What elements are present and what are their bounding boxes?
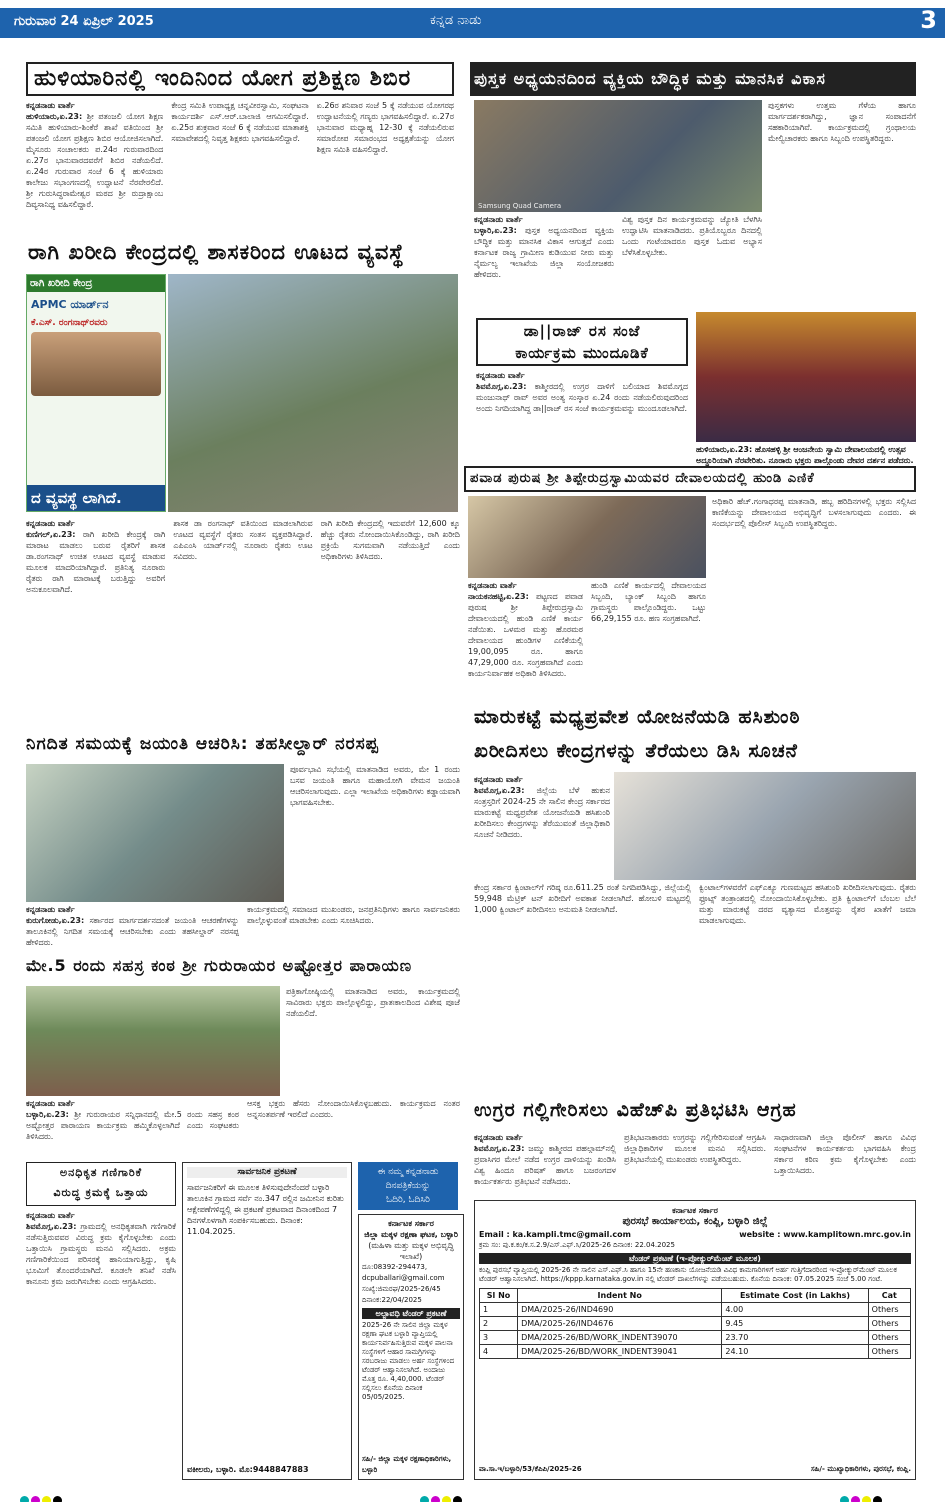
story10-headline-box <box>474 1094 916 1128</box>
ad-footer: ವಕೀಲರು, ಬಳ್ಳಾರಿ. ಮೊ:9448847883 <box>187 1465 309 1474</box>
table-cell: 1 <box>480 1303 518 1317</box>
paragraph: ರಾಗಿ ಖರೀದಿ ಕೇಂದ್ರದಲ್ಲಿ ಇದುವರೆಗೆ 12,600 ಕ್ಕೂ ಹೆಚ್ಚು ರೈತರು ನೋಂದಾಯಿಸಿಕೊಂಡಿದ್ದು, ರಾಗಿ ಖರೀದಿ ಪ್ರಕ್ರಿಯೆ ಸುಗಮವಾಗಿ ನಡೆಯುತ್ತಿದೆ ಎಂದು ಅಧಿಕಾರಿಗಳು ತಿಳಿಸಿದರು. <box>320 519 460 561</box>
table-row <box>480 1331 911 1345</box>
paragraph: ಸಾಧಾರಣವಾಗಿ ಜಿಲ್ಲಾ ಪೊಲೀಸ್ ಹಾಗೂ ವಿವಿಧ ಸಂಘಟನೆಗಳ ಕಾರ್ಯಕರ್ತರು ಭಾಗವಹಿಸಿ ಕೇಂದ್ರ ಸರ್ಕಾರ ಕಠಿಣ ಕ್ರಮ ಕೈಗೊಳ್ಳಬೇಕು ಎಂದು ಒತ್ತಾಯಿಸಿದರು. <box>774 1133 916 1175</box>
table-cell: 9.45 <box>722 1317 868 1331</box>
story4-headline-line2: ಕಾರ್ಯಕ್ರಮ ಮುಂದೂಡಿಕೆ <box>515 344 649 362</box>
banner-portrait <box>31 332 161 396</box>
table-cell: 4 <box>480 1345 518 1359</box>
ad-email: Email : ka.kampli.tmc@gmail.com <box>479 1230 631 1239</box>
promo-line2: ದಿನಪತ್ರಿಕೆಯನ್ನು <box>385 1181 431 1191</box>
story6-headline-box <box>464 466 916 492</box>
story11-headline-line1: ಅನಧಿಕೃತ ಗಣಿಗಾರಿಕೆ <box>59 1166 143 1179</box>
table-cell: Others <box>868 1303 910 1317</box>
story7-headline-box <box>474 700 916 770</box>
dcpu-tender-ad <box>358 1214 464 1480</box>
story8-headline: ನಿಗದಿತ ಸಮಯಕ್ಕೆ ಜಯಂತಿ ಆಚರಿಸಿ: ತಹಸೀಲ್ದಾರ್ ನರಸಪ್ಪ <box>26 734 379 754</box>
cyan-dot <box>420 1496 429 1502</box>
paragraph: ಏ.24ರ ಗುರುವಾರ ಸಂಜೆ 6 ಕ್ಕೆ ಹುಳಿಯಾರು ಕಾಲೇಜು ಸಭಾಂಗಣದಲ್ಲಿ ಉದ್ಘಾಟನೆ ನೆರವೇರಲಿದೆ. ಶ್ರೀ ಗುರುಸಿದ್ಧರಾಮೇಶ್ವರ ಮಠದ ಶ್ರೀ ರುದ್ರಾಕ್ಷಾಂಬ ದಿವ್ಯಸಾನಿಧ್ಯ ವಹಿಸಲಿದ್ದಾರೆ. <box>26 167 164 209</box>
ad-dept: ಜಿಲ್ಲಾ ಮಕ್ಕಳ ರಕ್ಷಣಾ ಘಟಕ, ಬಳ್ಳಾರಿ <box>364 1230 458 1239</box>
dateline: ನಾಯಕನಹಟ್ಟಿ,ಏ.23: <box>468 592 529 601</box>
ad-title: ಸಾರ್ವಜನಿಕ ಪ್ರಕಟಣೆ <box>187 1167 347 1178</box>
registration-marks-left <box>20 1490 100 1502</box>
registration-marks-right <box>840 1490 920 1502</box>
banner-name: ಕೆ.ಎಸ್. ರಂಗನಾಥ್‌ರವರು <box>31 318 108 328</box>
story8-headline-box <box>26 730 460 760</box>
cyan-dot <box>840 1496 849 1502</box>
yellow-dot <box>862 1496 871 1502</box>
story9-photo <box>26 986 280 1096</box>
dateline: ಕುಣಿಗಲ್,ಏ.23: <box>26 530 76 539</box>
byline: ಕನ್ನಡನಾಡು ವಾರ್ತೆ <box>476 371 525 380</box>
paragraph: ಪುಸ್ತಕ ಅಧ್ಯಯನದಿಂದ ವ್ಯಕ್ತಿಯ ಬೌದ್ಧಿಕ ಮತ್ತು ಮಾನಸಿಕ ವಿಕಾಸ ಆಗುತ್ತದೆ ಎಂದು ಕರ್ನಾಟಕ ರಾಜ್ಯ ಗ್ರಾಮೀಣ ಕುಡಿಯುವ ನೀರು ಮತ್ತು ನೈರ್ಮಲ್ಯ ಇಲಾಖೆಯ ಜಿಲ್ಲಾ ಸಂಯೋಜಕರು ಹೇಳಿದರು. <box>474 226 614 279</box>
table-cell: 3 <box>480 1331 518 1345</box>
paragraph: ಹುಂಡಿ ಎಣಿಕೆ ಕಾರ್ಯದಲ್ಲಿ ದೇವಾಲಯದ ಸಿಬ್ಬಂದಿ, ಬ್ಯಾಂಕ್ ಸಿಬ್ಬಂದಿ ಹಾಗೂ ಗ್ರಾಮಸ್ಥರು ಪಾಲ್ಗೊಂಡಿದ್ದರು. ಒಟ್ಟು 66,29,155 ರೂ. ಹಣ ಸಂಗ್ರಹವಾಗಿದೆ. <box>591 581 706 623</box>
paragraph: ಆಸಕ್ತ ಭಕ್ತರು ಹೆಸರು ನೋಂದಾಯಿಸಿಕೊಳ್ಳಬಹುದು. ಕಾರ್ಯಕ್ರಮದ ನಂತರ ಅನ್ನಸಂತರ್ಪಣೆ ಇರಲಿದೆ ಎಂದರು. <box>247 1099 460 1119</box>
ad-title: ಅಲ್ಪಾವಧಿ ಟೆಂಡರ್ ಪ್ರಕಟಣೆ <box>362 1308 460 1319</box>
dateline: ಬಳ್ಳಾರಿ,ಏ.23: <box>474 226 517 235</box>
table-row <box>480 1317 911 1331</box>
cyan-dot <box>20 1496 29 1502</box>
indent-table <box>479 1288 911 1359</box>
paragraph: ಪೂರ್ವಭಾವಿ ಸಭೆಯಲ್ಲಿ ಮಾತನಾಡಿದ ಅವರು, ಮೇ 1 ರಂದು ಬಸವ ಜಯಂತಿ ಹಾಗೂ ಮಹಾಯೋಗಿ ವೇಮನ ಜಯಂತಿ ಆಚರಿಸಲಾಗುವುದು. ಎಲ್ಲಾ ಇಲಾಖೆಯ ಅಧಿಕಾರಿಗಳು ಕಡ್ಡಾಯವಾಗಿ ಭಾಗವಹಿಸಬೇಕು. <box>290 765 460 807</box>
paragraph: ಪತ್ರಿಕಾಗೋಷ್ಠಿಯಲ್ಲಿ ಮಾತನಾಡಿದ ಅವರು, ಕಾರ್ಯಕ್ರಮದಲ್ಲಿ ಸಾವಿರಾರು ಭಕ್ತರು ಪಾಲ್ಗೊಳ್ಳಲಿದ್ದು, ಪ್ರಾತಃಕಾಲದಿಂದ ವಿಶೇಷ ಪೂಜೆ ನಡೆಯಲಿದೆ. <box>286 987 460 1018</box>
byline: ಕನ್ನಡನಾಡು ವಾರ್ತೆ <box>26 905 75 914</box>
paragraph: ಏ.26ರ ಶನಿವಾರ ಸಂಜೆ 5 ಕ್ಕೆ ನಡೆಯುವ ಯೋಗರಥ ಉದ್ಘಾಟನೆಯಲ್ಲಿ ಗಣ್ಯರು ಭಾಗವಹಿಸಲಿದ್ದಾರೆ. ಏ.27ರ ಭಾನುವಾರ ಮಧ್ಯಾಹ್ನ 12-30 ಕ್ಕೆ ನಡೆಯಲಿರುವ ಸಮಾರೋಪ ಸಮಾರಂಭದ ಅಧ್ಯಕ್ಷತೆಯನ್ನು ಯೋಗ ಶಿಕ್ಷಣ ಸಮಿತಿ ವಹಿಸಲಿದ್ದಾರೆ. <box>316 101 454 154</box>
table-row <box>480 1345 911 1359</box>
dateline: ಶಿವಮೊಗ್ಗ,ಏ.23: <box>474 1144 525 1153</box>
ad-footer-left: ವಾ.ಸಾ.ಇ/ಬಳ್ಳಾರಿ/53/ಕೆಪಿಪಿ/2025-26 <box>479 1465 582 1473</box>
table-cell: Others <box>868 1345 910 1359</box>
table-cell: DMA/2025-26/BD/WORK_INDENT39070 <box>518 1331 722 1345</box>
paragraph: ಶಾಸಕ ಡಾ ರಂಗನಾಥ್ ವತಿಯಿಂದ ಮಾಡಲಾಗಿರುವ ಊಟದ ವ್ಯವಸ್ಥೆಗೆ ರೈತರು ಸಂತಸ ವ್ಯಕ್ತಪಡಿಸಿದ್ದಾರೆ. ಎಪಿಎಂಸಿ ಯಾರ್ಡ್‌ನಲ್ಲಿ ನೂರಾರು ರೈತರು ಊಟ ಸವಿದರು. <box>173 519 313 561</box>
magenta-dot <box>431 1496 440 1502</box>
story7-photo <box>614 772 916 880</box>
story8-photo <box>26 764 284 902</box>
ad-footer: ಸಹಿ/- ಜಿಲ್ಲಾ ಮಕ್ಕಳ ರಕ್ಷಣಾಧಿಕಾರಿಗಳು, ಬಳ್ಳಾರಿ <box>362 1455 452 1474</box>
table-cell: Others <box>868 1317 910 1331</box>
story3-headline-box <box>26 236 460 270</box>
ad-title: ಟೆಂಡರ್ ಪ್ರಕಟಣೆ (ಇ-ಪ್ರೋಕ್ಯುರ್‌ಮೆಂಟ್ ಮೂಲಕ) <box>479 1253 911 1264</box>
story6-body-left <box>468 580 706 694</box>
paragraph: ಪ್ರತಿಭಟನಾಕಾರರು ಉಗ್ರರನ್ನು ಗಲ್ಲಿಗೇರಿಸುವಂತೆ ಆಗ್ರಹಿಸಿ ಜಿಲ್ಲಾಧಿಕಾರಿಗಳ ಮೂಲಕ ಮನವಿ ಸಲ್ಲಿಸಿದರು. ಪ್ರತಿಭಟನೆಯಲ್ಲಿ ಮುಖಂಡರು ಉಪಸ್ಥಿತರಿದ್ದರು. <box>624 1133 766 1164</box>
story2-body-left <box>474 214 762 314</box>
story10-headline: ಉಗ್ರರ ಗಲ್ಲಿಗೇರಿಸಲು ವಿಹೆಚ್‌ಪಿ ಪ್ರತಿಭಟಿಸಿ ಆಗ್ರಹ <box>474 1099 797 1121</box>
paragraph: ವಿಶ್ವ ಪುಸ್ತಕ ದಿನ ಕಾರ್ಯಕ್ರಮವನ್ನು ಜ್ಯೋತಿ ಬೆಳಗಿಸಿ ಉದ್ಘಾಟಿಸಿ ಮಾತನಾಡಿದರು. ಪ್ರತಿಯೊಬ್ಬರೂ ದಿನದಲ್ಲಿ ಒಂದು ಗಂಟೆಯಾದರೂ ಪುಸ್ತಕ ಓದುವ ಅಭ್ಯಾಸ ಬೆಳೆಸಿಕೊಳ್ಳಬೇಕು. <box>622 215 762 257</box>
story2-headline: ಪುಸ್ತಕ ಅಧ್ಯಯನದಿಂದ ವ್ಯಕ್ತಿಯ ಬೌದ್ಧಿಕ ಮತ್ತು ಮಾನಸಿಕ ವಿಕಾಸ <box>474 69 826 88</box>
promo-line3: ಓದಿರಿ, ಓದಿಸಿರಿ <box>386 1195 430 1205</box>
paragraph: ಗ್ರಾಮದಲ್ಲಿ ಅನಧಿಕೃತವಾಗಿ ಗಣಿಗಾರಿಕೆ ನಡೆಸುತ್ತಿರುವವರ ವಿರುದ್ಧ ಕ್ರಮ ಕೈಗೊಳ್ಳಬೇಕು ಎಂದು ಒತ್ತಾಯಿಸಿ ಗ್ರಾಮಸ್ಥರು ಮನವಿ ಸಲ್ಲಿಸಿದರು. ಅಕ್ರಮ ಗಣಿಗಾರಿಕೆಯಿಂದ ಪರಿಸರಕ್ಕೆ ಹಾನಿಯಾಗುತ್ತಿದ್ದು, ಕೃಷಿ ಭೂಮಿಗೆ ತೊಂದರೆಯಾಗಿದೆ. ಕೂಡಲೇ ತನಿಖೆ ನಡೆಸಿ ಕಾನೂನು ಕ್ರಮ ಜರುಗಿಸಬೇಕು ಎಂದು ಆಗ್ರಹಿಸಿದರು. <box>26 1222 176 1286</box>
paragraph: ಜಿಲ್ಲೆಯ ಬೆಳೆ ಹುಕುನ ಸಂತ್ರಸ್ತರಿಗೆ 2024-25 ನೇ ಸಾಲಿನ ಕೇಂದ್ರ ಸರ್ಕಾರದ ಮಾರುಕಟ್ಟೆ ಮಧ್ಯಪ್ರವೇಶ ಯೋಜನೆಯಡಿ ಹಸಿಶುಂಠಿ ಖರೀದಿಸಲು ಕೇಂದ್ರಗಳನ್ನು ತೆರೆಯುವಂತೆ ಜಿಲ್ಲಾಧಿಕಾರಿ ಸೂಚನೆ ನೀಡಿದರು. <box>474 786 610 839</box>
story11-headline-box <box>26 1162 176 1206</box>
story7-body <box>474 882 916 1078</box>
byline: ಕನ್ನಡನಾಡು ವಾರ್ತೆ <box>474 775 523 784</box>
byline: ಕನ್ನಡನಾಡು ವಾರ್ತೆ <box>26 1211 75 1220</box>
dateline: ಕುರುಗೋಡು,ಏ.23: <box>26 916 85 925</box>
table-cell: 24.10 <box>722 1345 868 1359</box>
story3-headline: ರಾಗಿ ಖರೀದಿ ಕೇಂದ್ರದಲ್ಲಿ ಶಾಸಕರಿಂದ ಊಟದ ವ್ಯವಸ್ಥೆ <box>28 240 405 264</box>
story6-photo <box>468 496 706 578</box>
paragraph: ಕೇಂದ್ರ ಸರ್ಕಾರ ಕ್ವಿಂಟಾಲ್‌ಗೆ ಗರಿಷ್ಠ ರೂ.611.25 ರಂತೆ ನಿಗದಿಪಡಿಸಿದ್ದು, ಜಿಲ್ಲೆಯಲ್ಲಿ 59,948 ಮೆಟ್ರಿಕ್ ಟನ್ ಖರೀದಿಗೆ ಅವಕಾಶ ನೀಡಲಾಗಿದೆ. ಹೋಬಳಿ ಮಟ್ಟದಲ್ಲಿ 1,000 ಕ್ವಿಂಟಾಲ್ ಖರೀದಿಸಲು ಅನುಮತಿ ನೀಡಲಾಗಿದೆ. <box>474 883 691 914</box>
promo-box <box>358 1162 458 1210</box>
table-cell: Others <box>868 1331 910 1345</box>
story4-headline-line1: ಡಾ||ರಾಜ್ ರಸ ಸಂಜೆ <box>523 322 641 340</box>
story1-body <box>26 100 454 228</box>
story9-headline-box <box>26 952 460 982</box>
story1-headline: ಹುಳಿಯಾರಿನಲ್ಲಿ ಇಂದಿನಿಂದ ಯೋಗ ಪ್ರಶಿಕ್ಷಣ ಶಿಬಿರ <box>34 66 412 91</box>
byline: ಕನ್ನಡನಾಡು ವಾರ್ತೆ <box>26 101 75 110</box>
paragraph: ಶ್ರೀ ಪತಂಜಲಿ ಯೋಗ ಶಿಕ್ಷಣ ಸಮಿತಿ ಹುಳಿಯಾರು-ಶಿಂಕೆರೆ ಶಾಖೆ ವತಿಯಿಂದ ಶ್ರೀ ಪತಂಜಲಿ ಯೋಗ ಪ್ರಶಿಕ್ಷಣ ಶಿಬಿರ ಆಯೋಜಿಸಲಾಗಿದೆ. ಮೈಸೂರು ಸಂಚಾಲಕರು ಪ.24ರ ಗುರುವಾರದಿಂದ ಏ.27ರ ಭಾನುವಾರದವರೆಗೆ ಶಿಬಿರ ನಡೆಯಲಿದೆ. <box>26 112 164 165</box>
byline: ಕನ್ನಡನಾಡು ವಾರ್ತೆ <box>26 1099 75 1108</box>
story11-body <box>26 1210 176 1480</box>
registration-marks-center <box>420 1490 500 1502</box>
byline: ಕನ್ನಡನಾಡು ವಾರ್ತೆ <box>474 1133 523 1142</box>
black-dot <box>53 1496 62 1502</box>
ad-contact: ದೂ:08392-294473, dcpuballari@gmail.com <box>362 1263 445 1282</box>
story7-body-intro <box>474 774 610 874</box>
magenta-dot <box>851 1496 860 1502</box>
table-cell: DMA/2025-26/IND4690 <box>518 1303 722 1317</box>
story5-photo <box>696 312 916 442</box>
paragraph: ಪಟ್ಟಣದ ಪವಾಡ ಪುರುಷ ಶ್ರೀ ತಿಪ್ಪೇರುದ್ರಸ್ವಾಮಿ ದೇವಾಲಯದಲ್ಲಿ ಹುಂಡಿ ಎಣಿಕೆ ಕಾರ್ಯ ನಡೆಯಿತು. ಒಳಮಠ ಮತ್ತು ಹೊರಮಠ ದೇವಾಲಯದ ಹುಂಡಿಗಳ ಎಣಿಕೆಯಲ್ಲಿ 19,00,095 ರೂ. ಹಾಗೂ 47,29,000 ರೂ. ಸಂಗ್ರಹವಾಗಿದೆ ಎಂದು ಕಾರ್ಯನಿರ್ವಾಹಕ ಅಧಿಕಾರಿ ತಿಳಿಸಿದರು. <box>468 592 583 678</box>
story4-headline-box <box>476 318 688 366</box>
magenta-dot <box>31 1496 40 1502</box>
paragraph: ಕ್ವಿಂಟಾಲ್‌ಗಳವರೆಗೆ ಎಫ್‌ಎಕ್ಯೂ ಗುಣಮಟ್ಟದ ಹಸಿಶುಂಠಿ ಖರೀದಿಸಲಾಗುವುದು. ರೈತರು ಫ್ರೂಟ್ಸ್ ತಂತ್ರಾಂಶದಲ್ಲಿ ನೋಂದಾಯಿಸಿಕೊಳ್ಳಬೇಕು. ಪ್ರತಿ ಕ್ವಿಂಟಾಲ್‌ಗೆ ಬೆಂಬಲ ಬೆಲೆ ಮತ್ತು ಮಾರುಕಟ್ಟೆ ದರದ ವ್ಯತ್ಯಾಸದ ಮೊತ್ತವನ್ನು ರೈತರ ಖಾತೆಗೆ ಜಮಾ ಮಾಡಲಾಗುವುದು. <box>699 883 916 925</box>
ad-website: website : www.kamplitown.mrc.gov.in <box>739 1230 911 1239</box>
black-dot <box>453 1496 462 1502</box>
ad-ref: ಕ್ರಮ ಸಂ: ಪು.ಕ.ಕಂ/ಕ.ಸ.2.9/ಎಸ್.ಎಫ್.ಸಿ/2025-26 ದಿನಾಂಕ: 22.04.2025 <box>479 1241 675 1249</box>
ad-sub: (ಮಹಿಳಾ ಮತ್ತು ಮಕ್ಕಳ ಅಭಿವೃದ್ಧಿ ಇಲಾಖೆ) <box>368 1241 454 1261</box>
ad-ref: ಸಂಖ್ಯೆ:ಜಿಮರಘ/2025-26/45 ದಿನಾಂಕ:22/04/2025 <box>362 1285 441 1304</box>
black-dot <box>873 1496 882 1502</box>
banner-mid: APMC ಯಾರ್ಡ್‌ನ <box>31 298 109 311</box>
story5-caption: ಹುಳಿಯಾರು,ಏ.23: ಹೊಸಹಳ್ಳಿ ಶ್ರೀ ಆಂಜನೇಯ ಸ್ವಾಮಿ ದೇವಾಲಯದಲ್ಲಿ ಉತ್ಸವ ಅದ್ದೂರಿಯಾಗಿ ನೆರವೇರಿತು. ನೂರಾರು ಭಕ್ತರು ಪಾಲ್ಗೊಂಡು ದೇವರ ದರ್ಶನ ಪಡೆದರು. <box>696 445 914 465</box>
masthead: ಕನ್ನಡ ನಾಡು <box>430 13 482 28</box>
yellow-dot <box>42 1496 51 1502</box>
story7-headline-line1: ಮಾರುಕಟ್ಟೆ ಮಧ್ಯಪ್ರವೇಶ ಯೋಜನೆಯಡಿ ಹಸಿಶುಂಠಿ <box>474 706 801 728</box>
story8-body <box>26 904 460 950</box>
page-header-bar <box>0 8 945 38</box>
paragraph: ಶ್ರೀ ಗುರುರಾಯರ ಸನ್ನಿಧಾನದಲ್ಲಿ ಮೇ.5 ರಂದು ಸಹಸ್ರ ಕಂಠ ಅಷ್ಟೋತ್ತರ ಪಾರಾಯಣ ಕಾರ್ಯಕ್ರಮ ಹಮ್ಮಿಕೊಳ್ಳಲಾಗಿದೆ ಎಂದು ಸಂಘಟಕರು ತಿಳಿಸಿದರು. <box>26 1110 239 1141</box>
table-header-cell: Cat <box>868 1289 910 1303</box>
story6-headline: ಪವಾಡ ಪುರುಷ ಶ್ರೀ ತಿಪ್ಪೇರುದ್ರಸ್ವಾಮಿಯವರ ದೇವಾಲಯದಲ್ಲಿ ಹುಂಡಿ ಎಣಿಕೆ <box>470 471 815 486</box>
paragraph: ರಾಗಿ ಖರೀದಿ ಕೇಂದ್ರಕ್ಕೆ ರಾಗಿ ಮಾರಾಟ ಮಾಡಲು ಬರುವ ರೈತರಿಗೆ ಶಾಸಕ ಡಾ.ರಂಗನಾಥ್ ಉಚಿತ ಊಟದ ವ್ಯವಸ್ಥೆ ಮಾಡುವ ಮೂಲಕ ಮಾದರಿಯಾಗಿದ್ದಾರೆ. ಪ್ರತಿನಿತ್ಯ ನೂರಾರು ರೈತರು ರಾಗಿ ಮಾರಾಟಕ್ಕೆ ಬರುತ್ತಿದ್ದು ಅವರಿಗೆ ಅನುಕೂಲವಾಗಿದೆ. <box>26 530 166 594</box>
issue-date: ಗುರುವಾರ 24 ಏಪ್ರಿಲ್ 2025 <box>14 14 154 29</box>
story6-body-right <box>712 496 916 694</box>
kampli-tender-ad <box>474 1200 916 1480</box>
ad-footer-right: ಸಹಿ/- ಮುಖ್ಯಾಧಿಕಾರಿಗಳು, ಪುರಸಭೆ, ಕಂಪ್ಲಿ. <box>810 1465 911 1473</box>
story2-headline-box <box>470 62 916 96</box>
dateline: ಶಿವಮೊಗ್ಗ,ಏ.23: <box>476 382 527 391</box>
paragraph: ಕಾಶ್ಮೀರದಲ್ಲಿ ಉಗ್ರರ ದಾಳಿಗೆ ಬಲಿಯಾದ ಶಿವಮೊಗ್ಗದ ಮಂಜುನಾಥ್ ರಾವ್ ಅವರ ಅಂತ್ಯ ಸಂಸ್ಕಾರ ಏ.24 ರಂದು ನಡೆಯಲಿರುವುದರಿಂದ ಅಂದು ನಿಗದಿಯಾಗಿದ್ದ ಡಾ||ರಾಜ್ ರಸ ಸಂಜೆ ಕಾರ್ಯಕ್ರಮವನ್ನು ಮುಂದೂಡಲಾಗಿದೆ. <box>476 382 688 413</box>
table-header-cell: Estimate Cost (in Lakhs) <box>722 1289 868 1303</box>
story11-headline-line2: ವಿರುದ್ಧ ಕ್ರಮಕ್ಕೆ ಒತ್ತಾಯ <box>53 1186 149 1199</box>
ad-gov: ಕರ್ನಾಟಕ ಸರ್ಕಾರ <box>672 1206 718 1215</box>
story2-photo <box>474 100 762 212</box>
page-number: 3 <box>920 8 937 34</box>
byline: ಕನ್ನಡನಾಡು ವಾರ್ತೆ <box>474 215 523 224</box>
paragraph: ಕಾರ್ಯಕ್ರಮದಲ್ಲಿ ಸಮಾಜದ ಮುಖಂಡರು, ಜನಪ್ರತಿನಿಧಿಗಳು ಹಾಗೂ ಸಾರ್ವಜನಿಕರು ಪಾಲ್ಗೊಳ್ಳುವಂತೆ ಮಾಡಬೇಕು ಎಂದು ಸೂಚಿಸಿದರು. <box>247 905 460 925</box>
ad-body: 2025-26 ನೇ ಸಾಲಿನ ಜಿಲ್ಲಾ ಮಕ್ಕಳ ರಕ್ಷಣಾ ಘಟಕ ಬಳ್ಳಾರಿ ವ್ಯಾಪ್ತಿಯಲ್ಲಿ ಕಾರ್ಯನಿರ್ವಹಿಸುತ್ತಿರುವ ಮಕ್ಕಳ ಪಾಲನಾ ಸಂಸ್ಥೆಗಳಿಗೆ ಆಹಾರ ಸಾಮಗ್ರಿಗಳನ್ನು ಸರಬರಾಜು ಮಾಡಲು ಅರ್ಹ ಸಂಸ್ಥೆಗಳಿಂದ ಟೆಂಡರ್ ಆಹ್ವಾನಿಸಲಾಗಿದೆ. ಅಂದಾಜು ಮೊತ್ತ ರೂ. 4,40,000. ಟೆಂಡರ್ ಸಲ್ಲಿಸಲು ಕೊನೆಯ ದಿನಾಂಕ 05/05/2025. <box>362 1321 455 1401</box>
ad-body: ಕಂಪ್ಲಿ ಪುರಸಭೆ ವ್ಯಾಪ್ತಿಯಲ್ಲಿ 2025-26 ನೇ ಸಾಲಿನ ಎಸ್.ಎಫ್.ಸಿ ಹಾಗೂ 15ನೇ ಹಣಕಾಸು ಯೋಜನೆಯಡಿ ವಿವಿಧ ಕಾಮಗಾರಿಗಳಿಗೆ ಅರ್ಹ ಗುತ್ತಿಗೆದಾರರಿಂದ ಇ-ಪ್ರೋಕ್ಯುರ್‌ಮೆಂಟ್ ಮೂಲಕ ಟೆಂಡರ್ ಆಹ್ವಾನಿಸಲಾಗಿದೆ. https://kppp.karnataka.gov.in ನಲ್ಲಿ ಟೆಂಡರ್ ದಾಖಲೆಗಳನ್ನು ಪಡೆಯಬಹುದು. ಕೊನೆಯ ದಿನಾಂಕ: 07.05.2025 ಸಂಜೆ 5.00 ಗಂಟೆ. <box>479 1266 897 1283</box>
paragraph: ಜಮ್ಮು ಕಾಶ್ಮೀರದ ಪಹಲ್ಗಾಮ್‌ನಲ್ಲಿ ಪ್ರವಾಸಿಗರ ಮೇಲೆ ನಡೆದ ಉಗ್ರರ ದಾಳಿಯನ್ನು ಖಂಡಿಸಿ ವಿಶ್ವ ಹಿಂದೂ ಪರಿಷತ್ ಹಾಗೂ ಬಜರಂಗದಳ ಕಾರ್ಯಕರ್ತರು ಪ್ರತಿಭಟನೆ ನಡೆಸಿದರು. <box>474 1144 616 1186</box>
banner-top: ರಾಗಿ ಖರೀದಿ ಕೇಂದ್ರ <box>27 275 165 292</box>
paragraph: ಕೇಂದ್ರ ಸಮಿತಿ ಉಪಾಧ್ಯಕ್ಷ ಚನ್ನವೀರಸ್ವಾಮಿ, ಸಂಘಟನಾ ಕಾರ್ಯದರ್ಶಿ ಎಸ್.ಆರ್.ಬಾಲಾಜಿ ಆಗಮಿಸಲಿದ್ದಾರೆ. ಏ.25ರ ಶುಕ್ರವಾರ ಸಂಜೆ 6 ಕ್ಕೆ ನಡೆಯುವ ಮಾತಾಶಕ್ತಿ ಸಮಾವೇಶದಲ್ಲಿ ನಿವೃತ್ತ ಶಿಕ್ಷಕರು ಭಾಗವಹಿಸಲಿದ್ದಾರೆ. <box>171 101 309 143</box>
table-row <box>480 1303 911 1317</box>
table-cell: 23.70 <box>722 1331 868 1345</box>
byline: ಕನ್ನಡನಾಡು ವಾರ್ತೆ <box>26 519 75 528</box>
paragraph: ಪುಸ್ತಕಗಳು ಉತ್ತಮ ಗೆಳೆಯ ಹಾಗೂ ಮಾರ್ಗದರ್ಶಕರಾಗಿದ್ದು, ಜ್ಞಾನ ಸಂಪಾದನೆಗೆ ಸಹಕಾರಿಯಾಗಿವೆ. ಕಾರ್ಯಕ್ರಮದಲ್ಲಿ ಗ್ರಂಥಾಲಯ ಮೇಲ್ವಿಚಾರಕರು ಹಾಗೂ ಸಿಬ್ಬಂದಿ ಉಪಸ್ಥಿತರಿದ್ದರು. <box>768 101 916 143</box>
photo-watermark: Samsung Quad Camera <box>478 202 562 210</box>
ad-gov: ಕರ್ನಾಟಕ ಸರ್ಕಾರ <box>388 1219 434 1228</box>
story9-headline: ಮೇ.5 ರಂದು ಸಹಸ್ರ ಕಂಠ ಶ್ರೀ ಗುರುರಾಯರ ಅಷ್ಟೋತ್ತರ ಪಾರಾಯಣ <box>26 956 413 975</box>
yellow-dot <box>442 1496 451 1502</box>
table-header-cell: Sl No <box>480 1289 518 1303</box>
story3-photo <box>168 274 458 512</box>
table-cell: DMA/2025-26/BD/WORK_INDENT39041 <box>518 1345 722 1359</box>
story10-body <box>474 1132 916 1196</box>
paragraph: ಸರ್ಕಾರದ ಮಾರ್ಗದರ್ಶನದಂತೆ ಜಯಂತಿ ಆಚರಣೆಗಳನ್ನು ತಾಲೂಕಿನಲ್ಲಿ ನಿಗದಿತ ಸಮಯಕ್ಕೆ ಆಚರಿಸಬೇಕು ಎಂದು ತಹಸೀಲ್ದಾರ್ ನರಸಪ್ಪ ಹೇಳಿದರು. <box>26 916 239 947</box>
dateline: ಹುಳಿಯಾರು,ಏ.23: <box>26 112 83 121</box>
ad-office: ಪುರಸಭೆ ಕಾರ್ಯಾಲಯ, ಕಂಪ್ಲಿ, ಬಳ್ಳಾರಿ ಜಿಲ್ಲೆ <box>622 1216 768 1227</box>
story3-body <box>26 518 460 724</box>
story3-banner <box>26 274 166 512</box>
table-header-row <box>480 1289 911 1303</box>
table-header-cell: Indent No <box>518 1289 722 1303</box>
dateline: ಶಿವಮೊಗ್ಗ,ಏ.23: <box>474 786 525 795</box>
paragraph: ಅಧಿಕಾರಿ ಹೆಚ್.ಗಂಗಾಧರಪ್ಪ ಮಾತನಾಡಿ, ಹಬ್ಬ ಹರಿದಿನಗಳಲ್ಲಿ ಭಕ್ತರು ಸಲ್ಲಿಸಿದ ಕಾಣಿಕೆಯನ್ನು ದೇವಾಲಯದ ಅಭಿವೃದ್ಧಿಗೆ ಬಳಸಲಾಗುವುದು ಎಂದರು. ಈ ಸಂದರ್ಭದಲ್ಲಿ ಪೊಲೀಸ್ ಸಿಬ್ಬಂದಿ ಉಪಸ್ಥಿತರಿದ್ದರು. <box>712 497 916 528</box>
promo-line1: ಈ ನಮ್ಮ ಕನ್ನಡನಾಡು <box>377 1167 439 1177</box>
ad-body: ಸಾರ್ವಜನಿಕರಿಗೆ ಈ ಮೂಲಕ ತಿಳಿಸುವುದೇನೆಂದರೆ ಬಳ್ಳಾರಿ ತಾಲೂಕಿನ ಗ್ರಾಮದ ಸರ್ವೆ ನಂ.347 ರಲ್ಲಿನ ಜಮೀನಿನ ಕುರಿತು ಆಕ್ಷೇಪಣೆಗಳಿದ್ದಲ್ಲಿ ಈ ಪ್ರಕಟಣೆ ಪ್ರಕಟವಾದ ದಿನಾಂಕದಿಂದ 7 ದಿನಗಳೊಳಗಾಗಿ ಸಂಪರ್ಕಿಸಬಹುದು. ದಿನಾಂಕ: 11.04.2025. <box>187 1183 344 1236</box>
dateline: ಶಿವಮೊಗ್ಗ,ಏ.23: <box>26 1222 77 1231</box>
story4-body <box>476 370 688 456</box>
table-cell: DMA/2025-26/IND4676 <box>518 1317 722 1331</box>
story7-headline-line2: ಖರೀದಿಸಲು ಕೇಂದ್ರಗಳನ್ನು ತೆರೆಯಲು ಡಿಸಿ ಸೂಚನೆ <box>474 740 798 762</box>
story9-body <box>26 1098 460 1146</box>
table-cell: 4.00 <box>722 1303 868 1317</box>
story9-body-right <box>286 986 460 1096</box>
story2-body-right <box>768 100 916 314</box>
dateline: ಬಳ್ಳಾರಿ,ಏ.23: <box>26 1110 69 1119</box>
story1-headline-box <box>26 62 454 96</box>
byline: ಕನ್ನಡನಾಡು ವಾರ್ತೆ <box>468 581 517 590</box>
table-cell: 2 <box>480 1317 518 1331</box>
banner-bottom: ದ ವ್ಯವಸ್ಥೆ ಲಾಗಿದೆ. <box>27 485 166 511</box>
public-notice-ad <box>182 1162 352 1480</box>
